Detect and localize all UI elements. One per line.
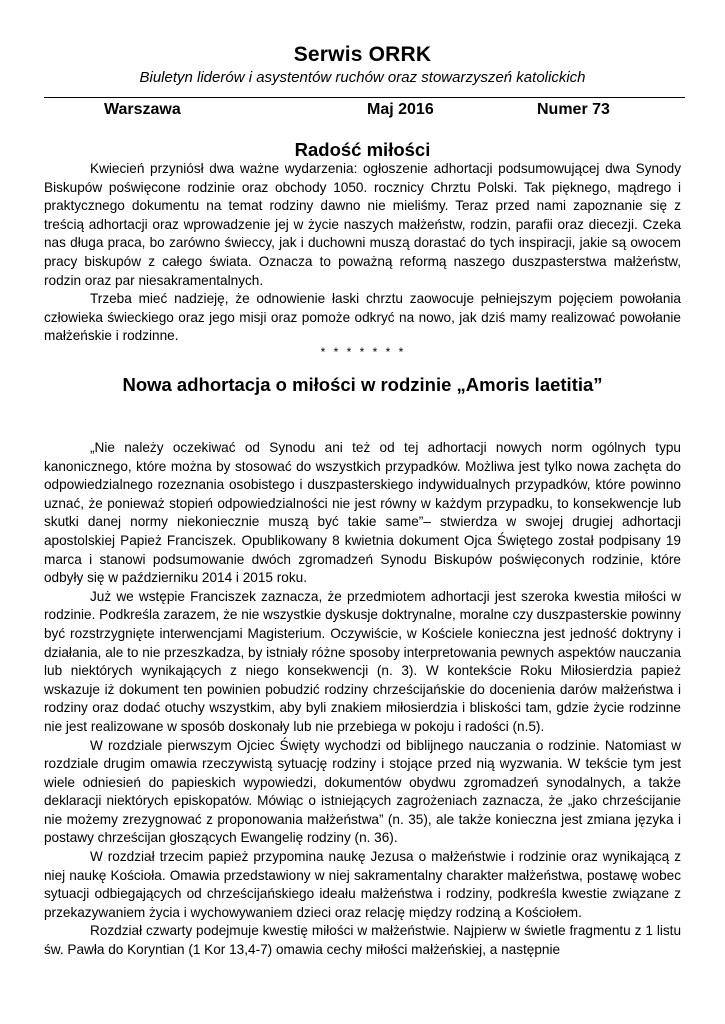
article-2-paragraph: W rozdział trzecim papież przypomina naukę Jezusa o małżeństwie i rodzinie oraz wynikającą z niej naukę Kościoła. Omawia przedstawiony w niej sakramentalny charakter małżeństwa, postawę wobec sytuacji odbiegających od chrześcijańskiego ideału małżeństwa i rodziny, podkreśla kwestie związane z przekazywaniem życia i wychowywaniem dzieci oraz relację między rodziną a Kościołem. bbox=[44, 849, 681, 920]
article-2-title: Nowa adhortacja o miłości w rodzinie „Amoris laetitia” bbox=[122, 374, 603, 395]
section-separator: * * * * * * * bbox=[320, 345, 405, 359]
article-2-paragraph: W rozdziale pierwszym Ojciec Święty wychodzi od biblijnego nauczania o rodzinie. Natomiast w rozdziale drugim omawia rzeczywistą sytuację rodziny i stojące przed nią wyzwania. W tekście tym jest wiele odniesień do papieskich wypowiedzi, dokumentów obydwu zgromadzeń synodalnych, a także deklaracji niektórych episkopatów. Mówiąc o istniejących zagrożeniach zaznacza, że „jako chrześcijanie nie możemy zrezygnować z proponowania małżeństwa” (n. 35), ale także konieczna jest zmiana języka i postawy chrześcijan głoszących Ewangelię rodziny (n. 36). bbox=[44, 737, 681, 846]
article-2-paragraph: Rozdział czwarty podejmuje kwestię miłości w małżeństwie. Najpierw w świetle fragmentu z 1 listu św. Pawła do Koryntian (1 Kor 13,4-7) omawia cechy miłości małżeńskiej, a następnie bbox=[44, 923, 681, 958]
article-1-paragraph: Trzeba mieć nadzieję, że odnowienie łaski chrztu zaowocuje pełniejszym pojęciem powołania człowieka świeckiego oraz jego misji oraz pomoże odkryć na nowo, jak dziś mamy realizować powołanie małżeńskie i rodzinne. bbox=[44, 291, 681, 344]
masthead-divider bbox=[44, 97, 685, 98]
article-1-title: Radość miłości bbox=[294, 139, 431, 160]
article-2-paragraph: Już we wstępie Franciszek zaznacza, że przedmiotem adhortacji jest szeroka kwestia miłości w rodzinie. Podkreśla zarazem, że nie wszystkie dyskusje doktrynalne, moralne czy duszpasterskie powinny być rozstrzygnięte interwencjami Magisterium. Oczywiście, w Kościele konieczna jest jedność doktryny i działania, ale to nie przeszkadza, by istniały różne sposoby interpretowania pewnych aspektów nauczania lub niektórych wynikających z niego konsekwencji (n. 3). W kontekście Roku Miłosierdzia papież wskazuje iż dokument ten powinien pobudzić rodziny chrześcijańskie do docenienia darów małżeństwa i rodziny oraz dodać otuchy wszystkim, aby byli znakiem miłosierdzia i bliskości tam, gdzie życie rodzinne nie jest realizowane w sposób doskonały lub nie przebiega w pokoju i radości (n.5). bbox=[44, 588, 682, 734]
article-2-paragraph: „Nie należy oczekiwać od Synodu ani też od tej adhortacji nowych norm ogólnych typu kanonicznego, które można by stosować do wszystkich przypadków. Możliwa jest tylko nowa zachęta do odpowiedzialnego rozeznania osobistego i duszpasterskiego indywidualnych przypadków, które powinno uznać, że ponieważ stopień odpowiedzialności nie jest równy w każdym przypadku, to konsekwencje lub skutki danej normy niekoniecznie muszą być takie same”– stwierdza w swojej drugiej adhortacji apostolskiej Papież Franciszek. Opublikowany 8 kwietnia dokument Ojca Świętego został podpisany 19 marca i stanowi podsumowanie dwóch zgromadzeń Synodu Biskupów poświęconych rodzinie, które odbyły się w październiku 2014 i 2015 roku. bbox=[44, 440, 681, 586]
issue-number: Numer 73 bbox=[537, 101, 610, 118]
article-1-body bbox=[44, 160, 681, 346]
article-2-body bbox=[44, 439, 681, 960]
issue-city: Warszawa bbox=[104, 101, 181, 118]
issue-date: Maj 2016 bbox=[367, 101, 434, 118]
masthead-subtitle: Biuletyn liderów i asystentów ruchów oraz stowarzyszeń katolickich bbox=[139, 69, 586, 86]
masthead-title: Serwis ORRK bbox=[293, 43, 432, 66]
article-1-paragraph: Kwiecień przyniósł dwa ważne wydarzenia: ogłoszenie adhortacji podsumowującej dwa Synody Biskupów poświęcone rodzinie oraz obchody 1050. rocznicy Chrztu Polski. Tak pięknego, mądrego i praktycznego dokumentu na temat rodziny dawno nie mieliśmy. Teraz przed nami zapoznanie się z treścią adhortacji oraz wprowadzenie jej w życie naszych małżeństw, rodzin, parafii oraz diecezji. Czeka nas długa praca, bo zarówno świeccy, jak i duchowni muszą dorastać do tych inspiracji, jakie są owocem pracy biskupów z całego świata. Oznacza to poważną reformą naszego duszpasterstwa małżeństw, rodzin oraz par niesakramentalnych. bbox=[44, 161, 681, 288]
